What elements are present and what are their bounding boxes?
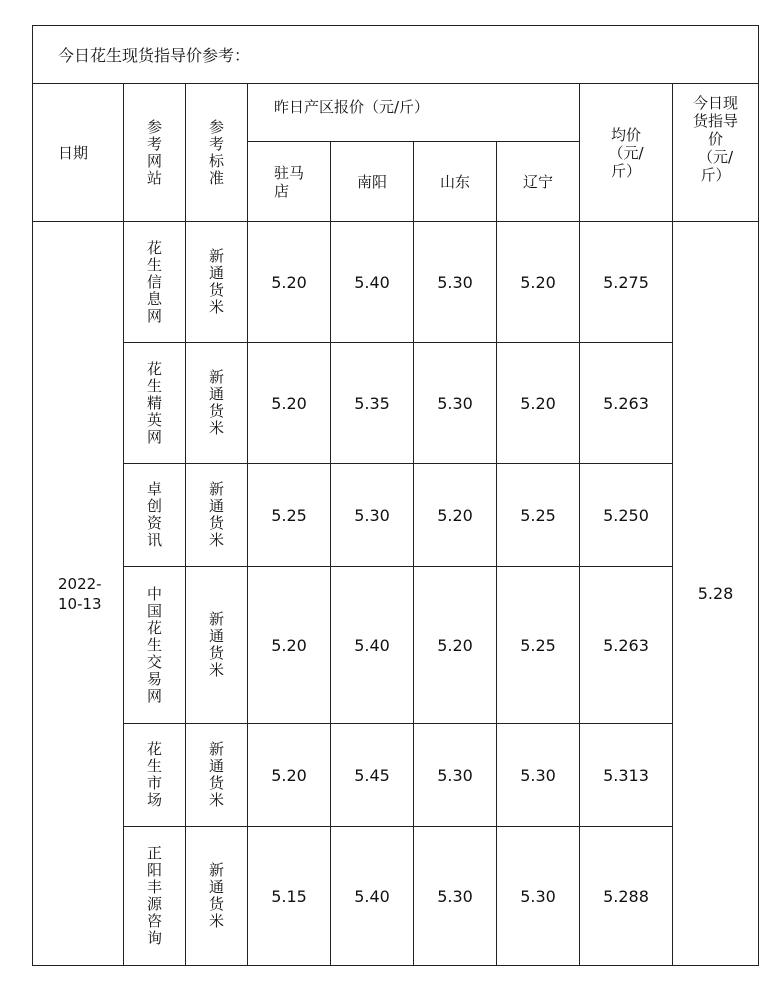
price-shandong: 5.30 — [414, 827, 497, 966]
standard-value: 新通货米 — [208, 480, 224, 549]
standard-cell — [186, 724, 248, 827]
price-zhumadian: 5.20 — [248, 343, 331, 464]
header-site: 参考网站 — [146, 117, 162, 187]
avg-price: 5.263 — [580, 343, 673, 464]
price-liaoning: 5.20 — [497, 222, 580, 343]
standard-value: 新通货米 — [208, 247, 224, 316]
standard-cell — [186, 827, 248, 966]
header-date: 日期 — [33, 84, 124, 222]
header-avg: 均价（元/斤） — [608, 125, 644, 180]
price-zhumadian: 5.20 — [248, 222, 331, 343]
header-region-cell — [248, 142, 331, 222]
header-avg-cell — [580, 84, 673, 222]
site-cell — [124, 827, 186, 966]
avg-price: 5.313 — [580, 724, 673, 827]
price-liaoning: 5.20 — [497, 343, 580, 464]
avg-price: 5.288 — [580, 827, 673, 966]
table-row — [33, 567, 759, 724]
price-liaoning: 5.30 — [497, 827, 580, 966]
table-row — [33, 724, 759, 827]
standard-cell — [186, 464, 248, 567]
avg-price: 5.275 — [580, 222, 673, 343]
price-nanyang: 5.30 — [331, 464, 414, 567]
table-row — [33, 827, 759, 966]
site-cell — [124, 464, 186, 567]
title-row — [33, 26, 759, 84]
site-cell — [124, 567, 186, 724]
standard-value: 新通货米 — [208, 610, 224, 679]
price-liaoning: 5.25 — [497, 464, 580, 567]
table-row — [33, 464, 759, 567]
header-yesterday: 昨日产区报价（元/斤） — [248, 84, 580, 142]
standard-cell — [186, 567, 248, 724]
price-shandong: 5.30 — [414, 343, 497, 464]
avg-price: 5.263 — [580, 567, 673, 724]
guide-price: 5.28 — [673, 222, 759, 966]
site-name: 花生信息网 — [146, 238, 162, 325]
standard-value: 新通货米 — [208, 740, 224, 809]
price-shandong: 5.20 — [414, 567, 497, 724]
header-region-shandong: 山东 — [414, 142, 497, 222]
site-cell — [124, 222, 186, 343]
header-region-liaoning: 辽宁 — [497, 142, 580, 222]
price-zhumadian: 5.20 — [248, 567, 331, 724]
price-nanyang: 5.35 — [331, 343, 414, 464]
price-shandong: 5.30 — [414, 724, 497, 827]
date-value: 2022-10-13 — [58, 574, 102, 613]
header-site-cell — [124, 84, 186, 222]
standard-value: 新通货米 — [208, 368, 224, 437]
site-cell — [124, 343, 186, 464]
price-liaoning: 5.25 — [497, 567, 580, 724]
price-shandong: 5.30 — [414, 222, 497, 343]
page-title: 今日花生现货指导价参考： — [33, 26, 759, 84]
header-standard: 参考标准 — [208, 117, 224, 187]
site-cell — [124, 724, 186, 827]
header-standard-cell — [186, 84, 248, 222]
price-table — [32, 25, 759, 966]
header-guide: 今日现货指导价（元/斤） — [693, 94, 739, 184]
avg-price: 5.250 — [580, 464, 673, 567]
site-name: 花生市场 — [146, 740, 162, 809]
price-nanyang: 5.45 — [331, 724, 414, 827]
standard-cell — [186, 343, 248, 464]
header-guide-cell — [673, 84, 759, 222]
date-cell — [33, 222, 124, 966]
price-shandong: 5.20 — [414, 464, 497, 567]
standard-cell — [186, 222, 248, 343]
price-nanyang: 5.40 — [331, 567, 414, 724]
price-liaoning: 5.30 — [497, 724, 580, 827]
price-zhumadian: 5.25 — [248, 464, 331, 567]
price-nanyang: 5.40 — [331, 827, 414, 966]
price-nanyang: 5.40 — [331, 222, 414, 343]
site-name: 花生精英网 — [146, 359, 162, 446]
table-row — [33, 343, 759, 464]
table-row — [33, 222, 759, 343]
price-zhumadian: 5.20 — [248, 724, 331, 827]
header-row-1 — [33, 84, 759, 142]
site-name: 卓创资讯 — [146, 480, 162, 549]
price-zhumadian: 5.15 — [248, 827, 331, 966]
standard-value: 新通货米 — [208, 861, 224, 930]
header-region-zhumadian: 驻马店 — [274, 163, 305, 200]
header-region-nanyang: 南阳 — [331, 142, 414, 222]
site-name: 中国花生交易网 — [146, 584, 162, 705]
site-name: 正阳丰源咨询 — [146, 844, 162, 947]
